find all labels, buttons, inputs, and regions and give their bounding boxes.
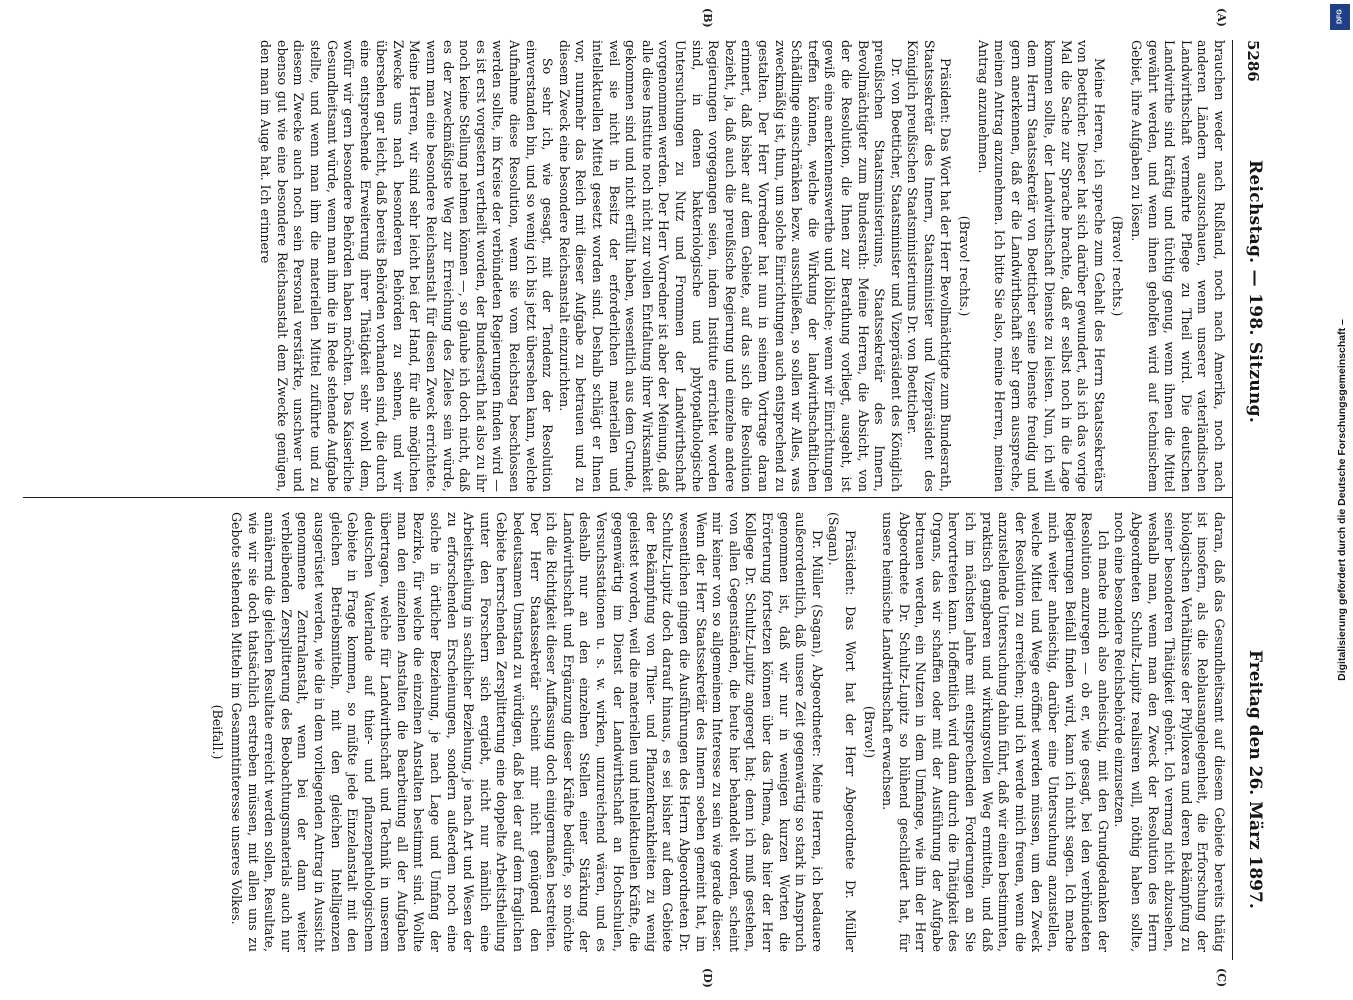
page-number: 5286 [1244,40,1262,82]
paragraph: daran, daß das Gesundheitsamt auf diesem Gebiete bereits thätig ist insofern, als die Reblausangelegenheit, die Erforschung der biologischen Verhältnisse der Phylloxera und deren Bekämpfung zu seiner besonderen Thätigkeit gehört. Ich vermag nicht abzusehen, weshalb man, wenn man den Zweck der Resolution des Herrn Abgeordneten Schultz-Lupitz realisiren will, nöthig haben sollte, noch eine besondere Reichsbehörde einzusetzen. [1112,512,1227,952]
speech-mueller: Dr. Müller (Sagan), Abgeordneter: Meine Herren, ich bedauere außerordentlich, daß unsere Zeit gegenwärtig so stark in Anspruch genommen ist, daß wir nur in wenigen kurzen Worten die Erörterung fortsetzen können über das Thema, das hier der Herr Kollege Dr. Schultz-Lupitz angeregt hat; denn ich muß gestehen, von allen Gegenständen, die heute hier behandelt worden, scheint mir keiner von so allgemeinem Interesse zu sein wie gerade dieser. Wenn der Herr Staatssekretär des Innern soeben gemeint hat, im wesentlichen gingen die Ausführungen des Herrn Abgeordneten Dr. Schultz-Lupitz doch darauf hinaus, es sei bisher auf dem Gebiete der Bekämpfung von Thier- und Pflanzenkrankheiten zu wenig geleistet worden, weil die materiellen und intellektuellen Kräfte, die gegenwärtig im Dienst der Landwirthschaft an Hochschulen, Versuchsstationen u. s. w. wirken, unzureichend wären, und es deshalb nur an den einzelnen Stellen einer Stärkung der Landwirthschaft und Ergänzung dieser Kräfte bedürfe, so möchte ich die Richtigkeit dieser Auffassung doch einigermaßen bestreiten. Der Herr Staatssekretär scheint mir nicht genügend den bedeutsamen Umstand zu würdigen, daß bei der auf dem fraglichen Gebiete herrschenden Zersplitterung eine doppelte Arbeitstheilung unter den Forschern sich ergiebt, nicht nur nämlich eine Arbeitstheilung in sachlicher Beziehung, je nach Art und Wesen der zu erforschenden Erscheinungen, sondern außerdem noch eine solche in örtlicher Beziehung, je nach Lage und Umfang der Bezirke, für welche die einzelnen Anstalten bestimmt sind. Wollte man den einzelnen Anstalten die Bearbeitung all der Aufgaben übertragen, welche für Landwirthschaft und Technik in unserem deutschen Vaterlande auf thier- und pflanzenpathologischem Gebiete in Frage kommen, so müßte jede Einzelanstalt mit den gleichen Betriebsmitteln, mit den gleichen Intelligenzen ausgerüstet werden, wie die in dem vorliegenden Antrag in Aussicht genommene Zentralanstalt, wenn bei der dann weiter verbleibenden Zersplitterung des Beobachtungsmaterials auch nur annähernd die gleichen Resultate erreicht werden sollen, Resultate, wie wir sie doch thatsächlich erstreben müssen, mit allen uns zu Gebote stehenden Mitteln im Gesammtinteresse unseres Volkes. [228,512,825,952]
column-divider [23,497,1233,498]
interjection: (Bravo! rechts.) [1110,215,1126,317]
margin-marker-a: (A) [1215,8,1228,27]
header-rule [1232,40,1233,960]
digitization-credit: Digitalisierung gefördert durch die Deutsche Forschungsgemeinschaft – [1336,319,1348,681]
president-statement: Präsident: Das Wort hat der Herr Bevollmächtigte zum Bundesrath, Staatssekretär des Innern, Staatsminister und Vizepräsident des Königlich preußischen Staatsministeriums Dr. von Boetticher. [905,40,954,492]
margin-marker-c: (C) [1215,968,1228,988]
paragraph: So sehr ich, wie gesagt, mit der Tendenz der Resolution einverstanden bin, und so wenig ich bis jetzt übersehen kann, welche Aufnahme diese Resolution, wenn sie vom Reichstag beschlossen werden sollte, im Kreise der verbündeten Regierungen finden wird — es ist erst vorgestern vertheilt worden, der Bundesrath hat also zu ihr noch keine Stellung nehmen können —, so glaube ich doch nicht, daß es der zweckmäßigste Weg zur Erreichung des Zieles sein würde, wenn man eine besondere Reichsanstalt für diesen Zweck errichtete. Meine Herren, wir sind sehr leicht bei der Hand, für alle möglichen Zwecke uns nach besonderen Behörden zu sehnen, und wir übersehen gar leicht, daß bereits Behörden vorhanden sind, die durch eine entsprechende Erweiterung ihrer Thätigkeit sehr wohl dem, wofür wir gern besondere Behörden haben möchten. Das Kaiserliche Gesundheitsamt würde, wenn man ihm die in Rede stehende Aufgabe stellte, und wenn man ihm die materiellen Mittel zuführte und zu diesem Zwecke auch noch sein Personal verstärkte, unschwer und ebenso gut wie eine besondere Reichsanstalt dem Zwecke genügen, den man im Auge hat. Ich erinnere [258,40,556,492]
paragraph: Meine Herren, ich spreche zum Gehalt des Herrn Staatssekretärs von Boetticher. Dieser hat sich darüber gewundert, als ich das vorige Mal die Sache zur Sprache brachte, daß er selbst noch in die Lage kommen sollte, der Landwirthschaft Dienste zu leisten. Nun, ich will dem Herrn Staatssekretär von Boetticher seine Dienste freudig und gern anerkennen, daß er die Landwirthschaft sehr gern ausspreche, meinen Antrag anzunehmen. Ich bitte Sie also, meine Herren, meinen Antrag anzunehmen. [975,40,1107,492]
left-column [257,40,1227,492]
margin-marker-b: (B) [701,8,714,28]
margin-marker-d: (D) [701,968,714,988]
interjection: (Bravo! rechts.) [957,215,973,317]
session-date: Freitag den 26. März 1897. [1245,650,1265,909]
session-title: Reichstag. — 198. Sitzung. [1245,160,1265,424]
speech-boetticher: Dr. von Boetticher, Staatsminister und Vizepräsident des Königlich preußischen Staatsministeriums, Staatssekretär des Innern, Bevollmächtigter zum Bundesrath: Meine Herren, die Absicht, von der die Resolution, die Ihnen zur Berathung vorliegt, ausgeht, ist gewiß eine anerkennenswerthe und löbliche; wenn wir Einrichtungen treffen können, welche die Wirkung der landwirthschaftlichen Schädlinge einschränken bezw. ausschließen, so sollen wir Alles, was zweckmäßig ist, thun, um solche Einrichtungen auch entsprechend zu gestalten. Der Herr Vorredner hat nun in seinem Vortrage daran erinnert, daß bisher auf dem Gebiete, auf das sich die Resolution bezieht, ja, daß auch die preußische Regierung und einzelne andere Regierungen vorgegangen seien, indem Institute errichtet worden sind, in denen bakteriologische und phytopathologische Untersuchungen zu Nutz und Frommen der Landwirthschaft vorgenommen werden. Der Herr Vorredner ist aber der Meinung, daß alle diese Institute noch nicht zur vollen Entfaltung ihrer Wirksamkeit gekommen sind und nicht erfüllt haben, wesentlich aus dem Grunde, weil sie nicht in Besitz der erforderlichen materiellen und intellektuellen Mittel gesetzt worden sind. Deshalb schlägt er Ihnen vor, nunmehr das Reich mit dieser Aufgabe zu betrauen und zu diesem Zweck eine besondere Reichsanstalt einzurichten. [556,40,904,492]
running-header [1237,40,1265,960]
dfg-logo: DFG [1330,4,1350,30]
paragraph: Ich mache mich also anheischig, mit den Grundgedanken der Resolution anzuregen — ob er, wie gesagt, bei den verbündeten Regierungen Beifall finden wird, kann ich nicht sagen. Ich mache mich weiter anheischig, darüber eine Untersuchung anzustellen, welche Mittel und Wege eröffnet werden müssen, um den Zweck der Resolution zu erreichen; und ich werde mich freuen, wenn die anzustellende Untersuchung dahin führt, daß wir einen bestimmten, praktisch gangbaren und wirkungsvollen Weg ermitteln, und daß ich im nächsten Jahre mit entsprechenden Forderungen an Sie hervortreten kann. Hoffentlich wird dann durch die Thätigkeit des Organs, das wir schaffen oder mit der Ausführung der Aufgabe betrauen werden, ein Nutzen in dem Umfange, wie ihn der Herr Abgeordnete Dr. Schultz-Lupitz so blühend geschildert hat, für unsere heimische Landwirthschaft erwachsen. [880,512,1111,952]
right-column [207,512,1227,952]
interjection: (Beifall.) [210,704,226,760]
president-statement: Präsident: Das Wort hat der Herr Abgeordnete Dr. Müller (Sagan). [826,512,858,952]
paragraph: brauchen weder nach Rußland, noch nach Amerika, noch nach anderen Ländern auszuschauen, wenn unserer vaterländischen Landwirthschaft vermehrte Pflege zu Theil wird. Die deutschen Landwirthe sind kräftig und tüchtig genug, wenn ihnen die Mittel gewährt werden, und wenn ihnen geholfen wird auf technischem Gebiet, ihre Aufgaben zu lösen. [1129,40,1227,492]
interjection: (Bravo!) [861,705,877,759]
